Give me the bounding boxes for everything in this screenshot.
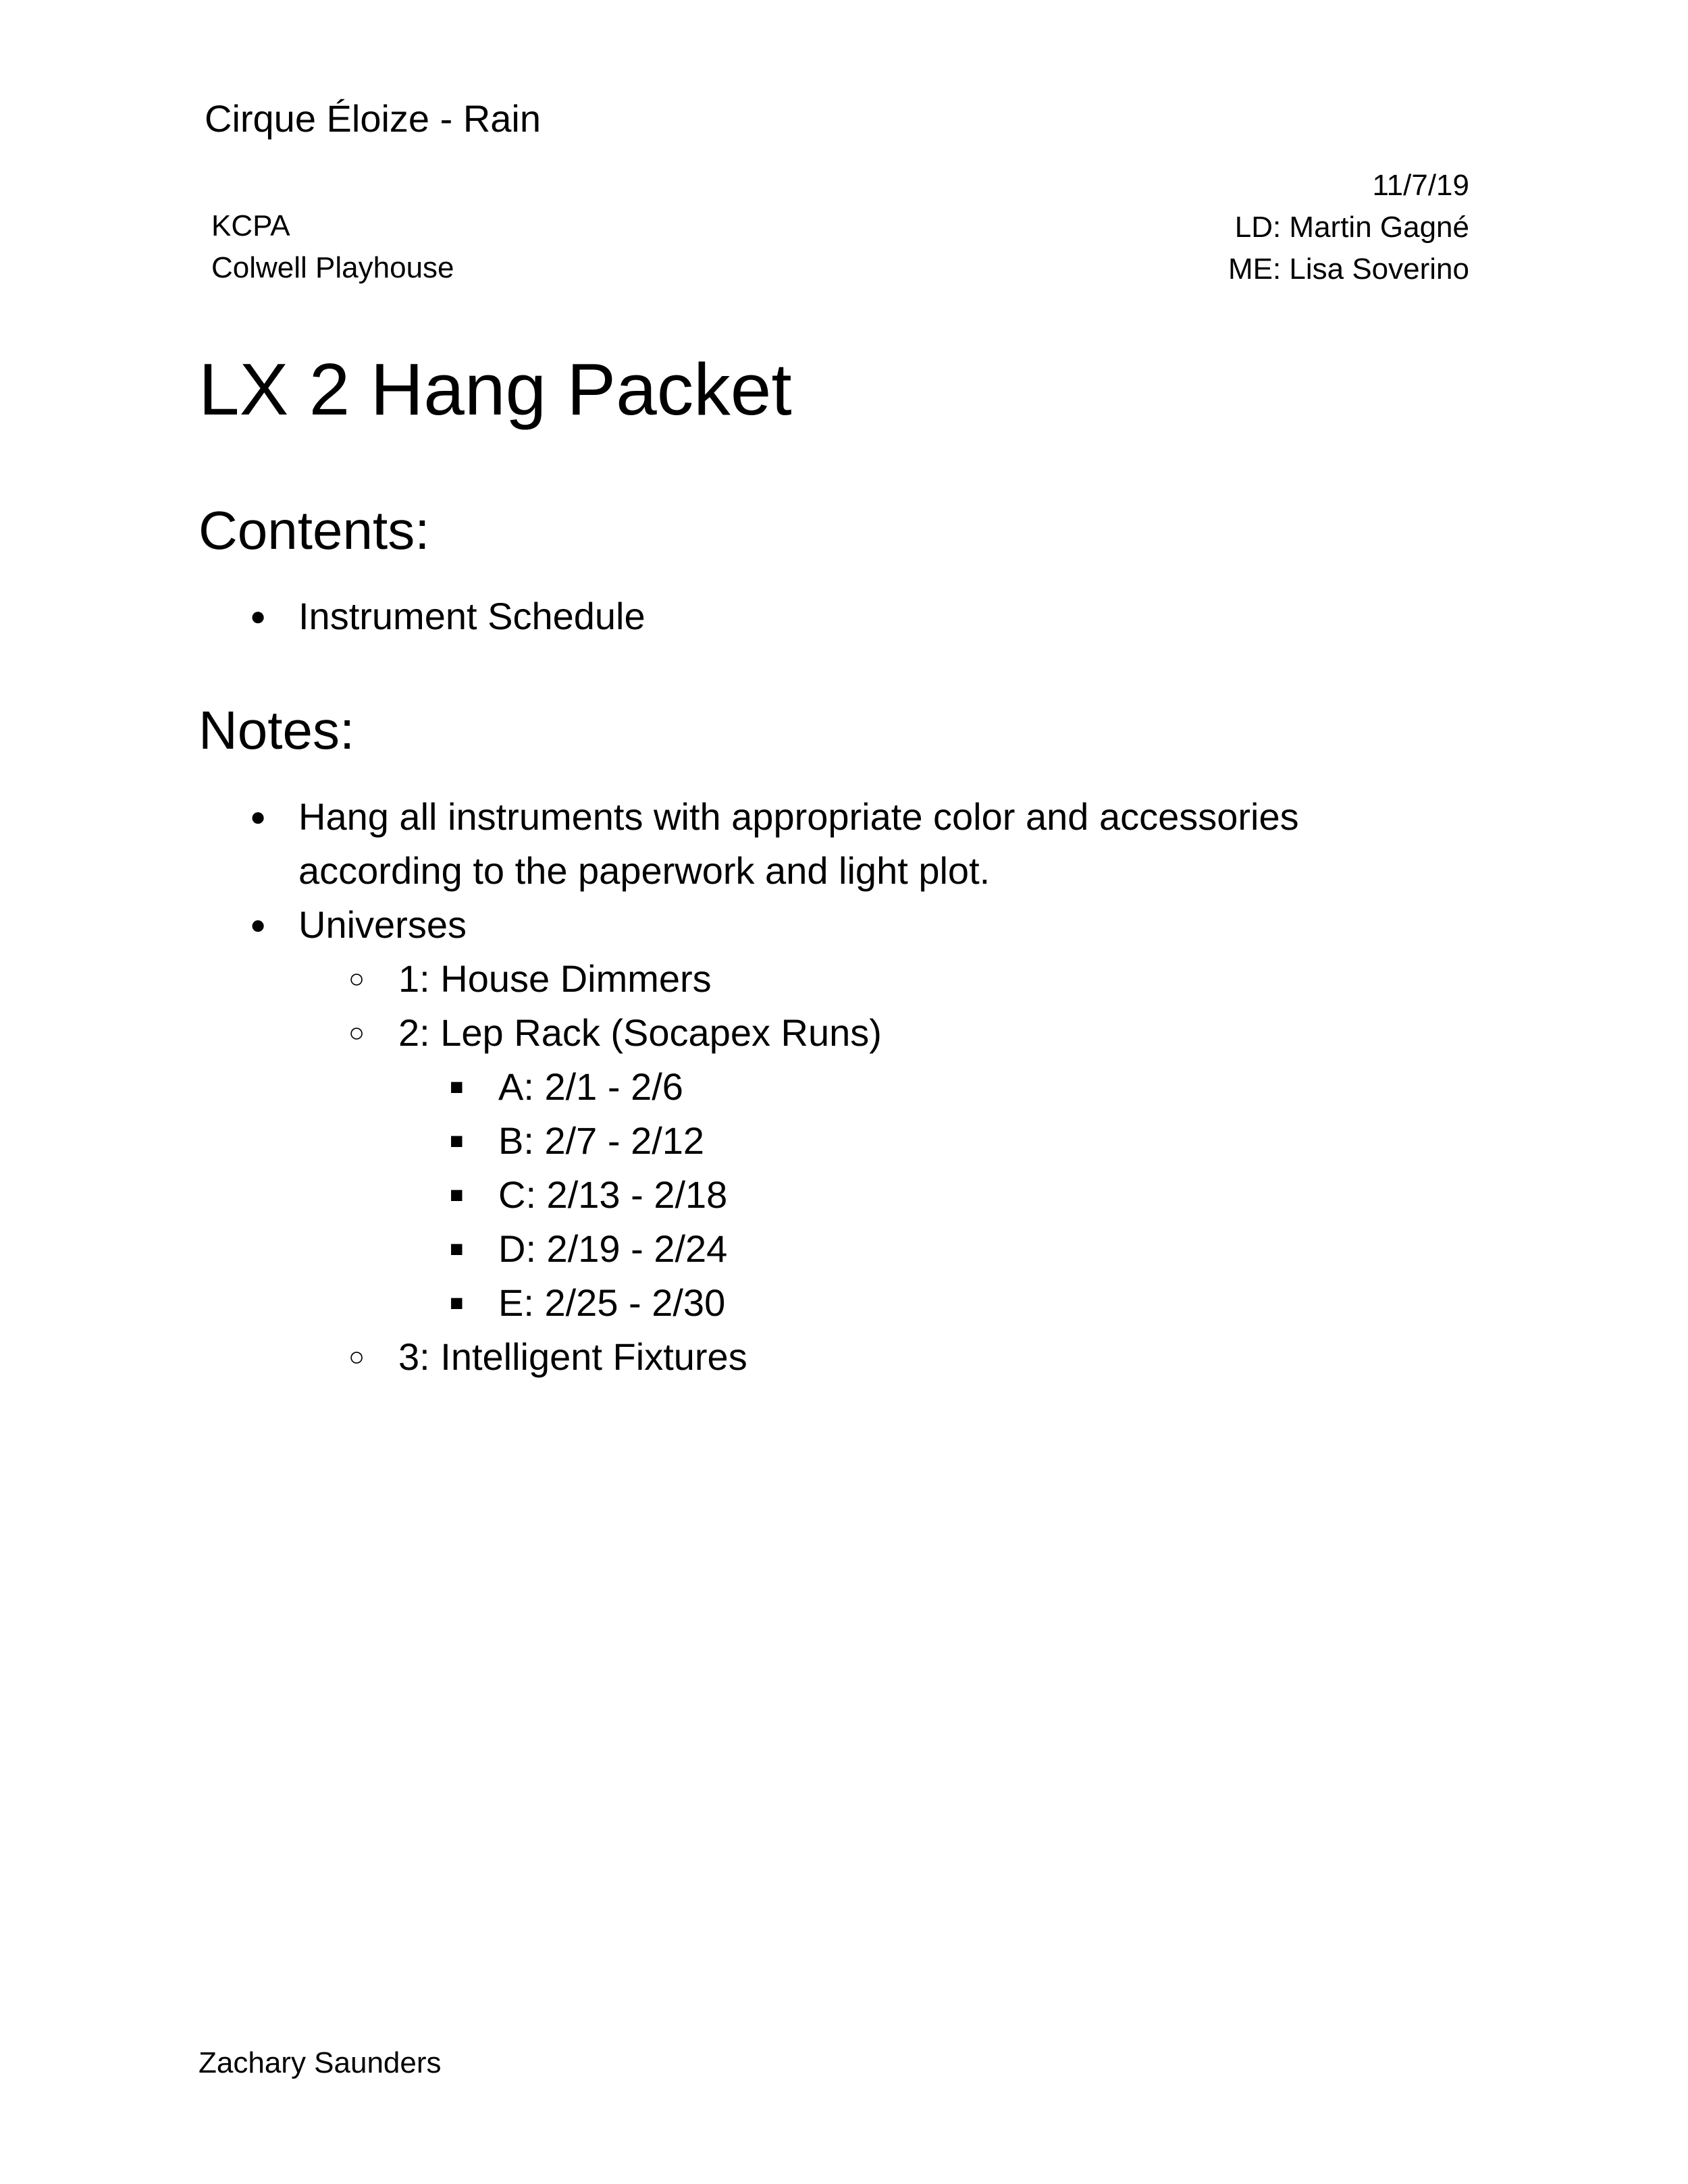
socapex-run-label: E: 2/25 - 2/30 (498, 1281, 726, 1324)
bullet-circle-icon: ○ (348, 1342, 365, 1372)
bullet-square-icon: ■ (450, 1182, 464, 1208)
list-item (398, 1222, 1299, 1276)
bullet-disc-icon: ● (250, 602, 267, 631)
socapex-run-label: D: 2/19 - 2/24 (498, 1227, 728, 1270)
lighting-designer: LD: Martin Gagné (1234, 211, 1469, 244)
universes-label: Universes (298, 903, 467, 946)
socapex-run-label: A: 2/1 - 2/6 (498, 1065, 683, 1108)
socapex-run-label: C: 2/13 - 2/18 (498, 1173, 728, 1216)
list-item (199, 790, 1299, 898)
bullet-circle-icon: ○ (348, 964, 365, 994)
list-item (398, 1168, 1299, 1222)
bullet-square-icon: ■ (450, 1074, 464, 1100)
author-footer: Zachary Saunders (199, 2046, 442, 2079)
bullet-circle-icon: ○ (348, 1018, 365, 1048)
contents-list (199, 589, 645, 643)
bullet-square-icon: ■ (450, 1128, 464, 1154)
bullet-square-icon: ■ (450, 1290, 464, 1316)
document-date: 11/7/19 (1372, 169, 1469, 202)
list-item (398, 1276, 1299, 1330)
venue-org: KCPA (211, 209, 290, 242)
master-electrician: ME: Lisa Soverino (1228, 252, 1469, 286)
list-item (298, 1330, 1299, 1384)
list-item (298, 952, 1299, 1006)
notes-list (199, 790, 1299, 1384)
show-title: Cirque Éloize - Rain (205, 97, 541, 140)
contents-heading: Contents: (199, 500, 430, 560)
bullet-disc-icon: ● (250, 802, 267, 832)
bullet-square-icon: ■ (450, 1236, 464, 1262)
page-title: LX 2 Hang Packet (199, 348, 792, 431)
socapex-run-label: B: 2/7 - 2/12 (498, 1119, 705, 1162)
note-text-line: according to the paperwork and light plot. (298, 849, 991, 892)
contents-item-label: Instrument Schedule (298, 595, 645, 637)
venue-block (211, 205, 454, 289)
credits-block (1228, 165, 1469, 290)
list-item (398, 1114, 1299, 1168)
list-item (199, 898, 1299, 1384)
list-item (199, 589, 645, 643)
socapex-runs-list (398, 1060, 1299, 1330)
list-item (298, 1006, 1299, 1330)
list-item (398, 1060, 1299, 1114)
notes-heading: Notes: (199, 700, 355, 760)
venue-name: Colwell Playhouse (211, 251, 454, 284)
universe-label: 3: Intelligent Fixtures (398, 1335, 747, 1378)
note-text-line: Hang all instruments with appropriate color and accessories (298, 795, 1299, 838)
universes-list (298, 952, 1299, 1384)
universe-label: 2: Lep Rack (Socapex Runs) (398, 1011, 882, 1054)
bullet-disc-icon: ● (250, 910, 267, 940)
universe-label: 1: House Dimmers (398, 957, 712, 1000)
